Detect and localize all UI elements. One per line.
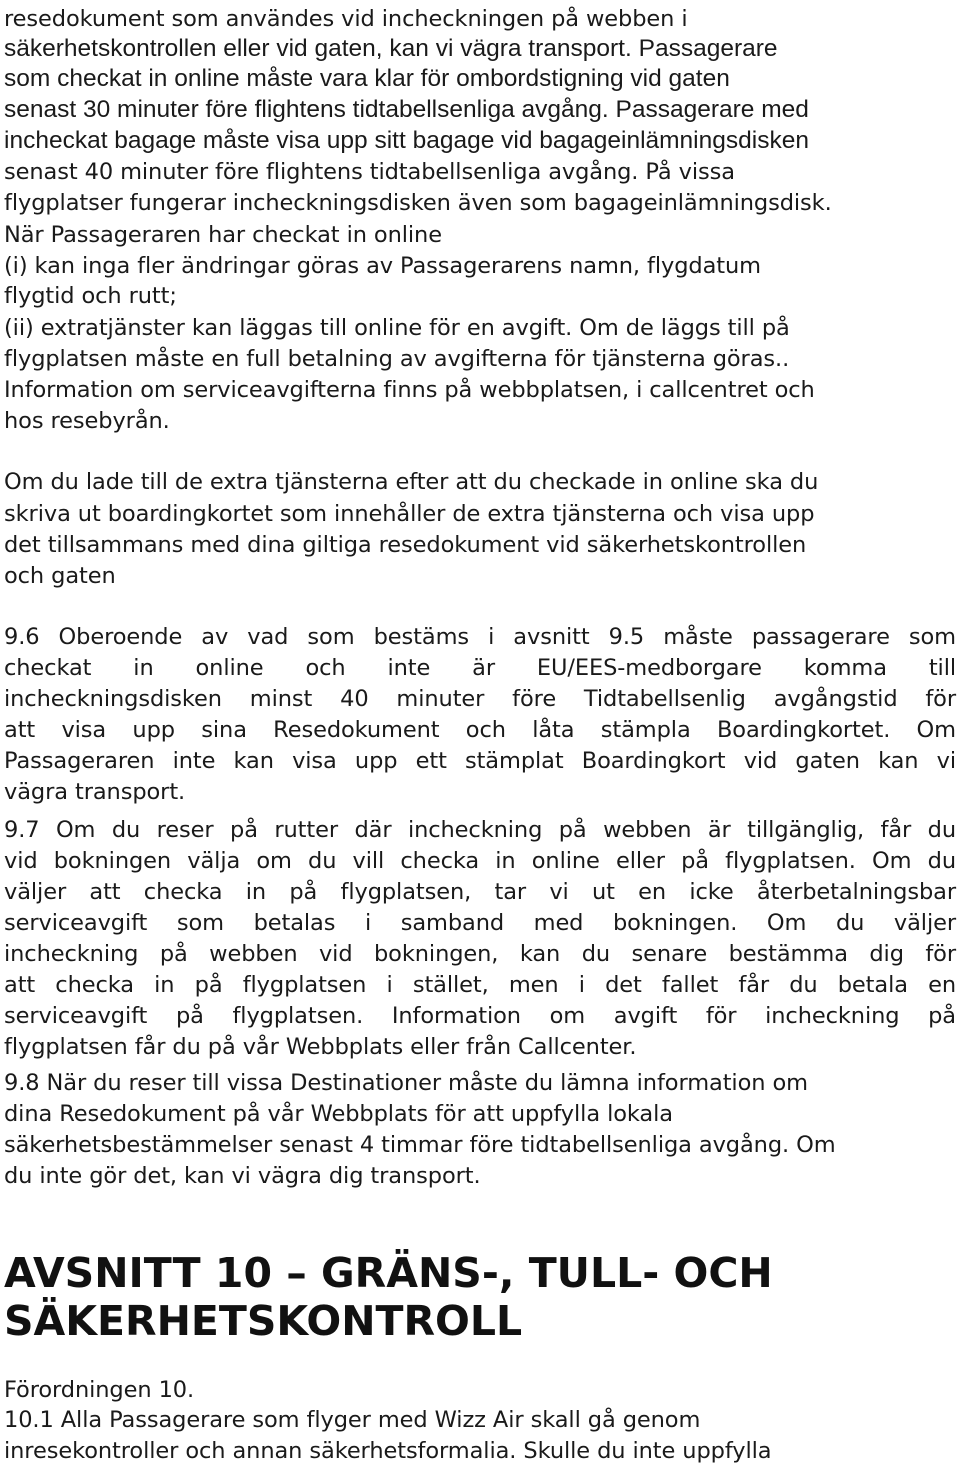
text-line: säkerhetskontrollen eller vid gaten, kan vi vägra transport. Passagerare	[4, 35, 778, 62]
text-line: 10.1 Alla Passagerare som flyger med Wizz Air skall gå genom	[4, 1407, 701, 1433]
text-line: 9.7 Om du reser på rutter där incheckning på webben är tillgänglig, får du	[4, 817, 956, 843]
text-line: 9.8 När du reser till vissa Destinationer måste du lämna information om	[4, 1070, 808, 1096]
text-line: skriva ut boardingkortet som innehåller de extra tjänsterna och visa upp	[4, 501, 815, 527]
section-heading-line: SÄKERHETSKONTROLL	[4, 1297, 523, 1345]
text-line: du inte gör det, kan vi vägra dig transport.	[4, 1163, 481, 1189]
text-line: att visa upp sina Resedokument och låta stämpla Boardingkortet. Om	[4, 717, 956, 743]
text-line: vägra transport.	[4, 779, 186, 805]
text-line: Om du lade till de extra tjänsterna efter att du checkade in online ska du	[4, 469, 819, 495]
text-line: Information om serviceavgifterna finns på webbplatsen, i callcentret och	[4, 377, 815, 403]
text-line: senast 30 minuter före flightens tidtabellsenliga avgång. Passagerare med	[4, 96, 809, 123]
text-line: vid bokningen välja om du vill checka in online eller på flygplatsen. Om du	[4, 848, 956, 874]
text-line: som checkat in online måste vara klar för ombordstigning vid gaten	[4, 65, 730, 92]
text-line: serviceavgift på flygplatsen. Information om avgift för incheckning på	[4, 1003, 956, 1029]
text-line: det tillsammans med dina giltiga resedokument vid säkerhetskontrollen	[4, 532, 807, 558]
text-line: (ii) extratjänster kan läggas till online för en avgift. Om de läggs till på	[4, 315, 790, 341]
text-line: 9.6 Oberoende av vad som bestäms i avsnitt 9.5 måste passagerare som	[4, 624, 956, 650]
text-line: incheckning på webben vid bokningen, kan du senare bestämma dig för	[4, 941, 956, 967]
text-line: Förordningen 10.	[4, 1377, 195, 1403]
text-line: incheckningsdisken minst 40 minuter före Tidtabellsenlig avgångstid för	[4, 686, 956, 712]
text-line: incheckat bagage måste visa upp sitt bagage vid bagageinlämningsdisken	[4, 127, 809, 154]
text-line: säkerhetsbestämmelser senast 4 timmar före tidtabellsenliga avgång. Om	[4, 1132, 836, 1158]
text-line: och gaten	[4, 563, 116, 589]
text-line: hos resebyrån.	[4, 408, 170, 434]
text-line: flygplatsen måste en full betalning av avgifterna för tjänsterna göras..	[4, 346, 790, 372]
text-line: inresekontroller och annan säkerhetsformalia. Skulle du inte uppfylla	[4, 1438, 772, 1464]
text-line: att checka in på flygplatsen i stället, men i det fallet får du betala en	[4, 972, 956, 998]
text-line: väljer att checka in på flygplatsen, tar vi ut en icke återbetalningsbar	[4, 879, 956, 905]
text-line: flygplatsen får du på vår Webbplats eller från Callcenter.	[4, 1034, 637, 1060]
section-heading-line: AVSNITT 10 – GRÄNS-, TULL- OCH	[4, 1249, 773, 1297]
text-line: dina Resedokument på vår Webbplats för att uppfylla lokala	[4, 1101, 673, 1127]
text-line: senast 40 minuter före flightens tidtabellsenliga avgång. På vissa	[4, 159, 735, 185]
text-line: checkat in online och inte är EU/EES-medborgare komma till	[4, 655, 956, 681]
text-line: Passageraren inte kan visa upp ett stämplat Boardingkort vid gaten kan vi	[4, 748, 956, 774]
text-line: serviceavgift som betalas i samband med bokningen. Om du väljer	[4, 910, 956, 936]
text-line: flygtid och rutt;	[4, 283, 177, 309]
text-line: (i) kan inga fler ändringar göras av Passagerarens namn, flygdatum	[4, 253, 761, 279]
text-line: När Passageraren har checkat in online	[4, 222, 442, 248]
text-line: flygplatser fungerar incheckningsdisken även som bagageinlämningsdisk.	[4, 190, 832, 216]
text-line: resedokument som användes vid incheckningen på webben i	[4, 6, 688, 32]
